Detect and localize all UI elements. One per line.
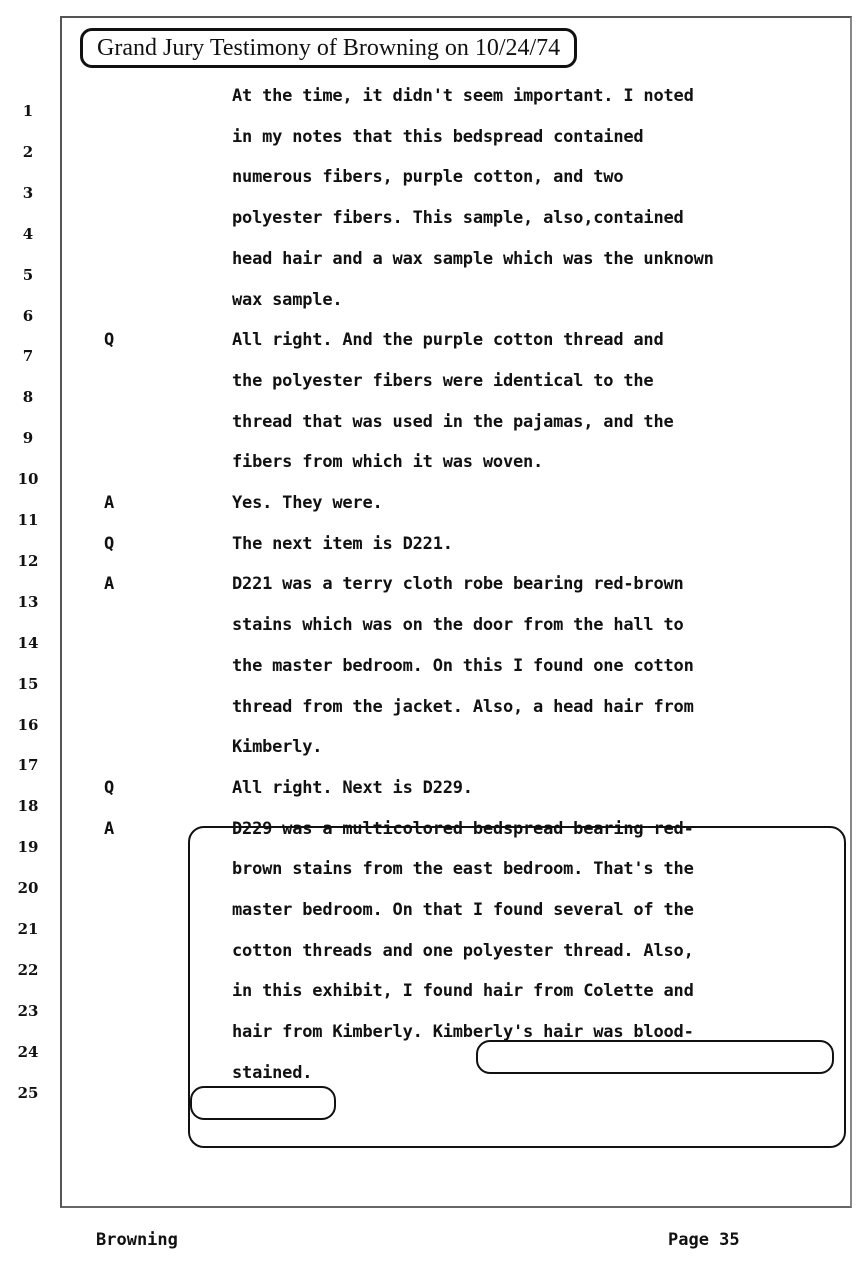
- line-number: 9: [22, 429, 34, 448]
- line-number: 1: [22, 102, 34, 120]
- line-number: 3: [22, 183, 34, 202]
- line-number: 6: [22, 306, 34, 325]
- transcript-line: cotton threads and one polyester thread. Also,: [232, 940, 694, 961]
- footer-page-number: Page 35: [668, 1230, 740, 1250]
- transcript-line: All right. Next is D229.: [232, 777, 473, 798]
- line-number: 16: [17, 715, 39, 734]
- speaker-label: A: [104, 493, 115, 513]
- footer-witness: Browning: [96, 1230, 178, 1250]
- transcript-line: All right. And the purple cotton thread and: [232, 330, 664, 351]
- transcript-line: D229 was a multicolored bedspread bearing red-: [232, 818, 694, 839]
- highlight-oval-stained: [190, 1086, 336, 1120]
- line-number: 24: [17, 1042, 39, 1061]
- line-number: 25: [17, 1083, 39, 1102]
- transcript-line: fibers from which it was woven.: [232, 452, 544, 473]
- transcript-line: in my notes that this bedspread contained: [232, 126, 644, 147]
- line-number: 4: [22, 224, 34, 243]
- line-number: 17: [17, 756, 39, 775]
- transcript-line: in this exhibit, I found hair from Colette and: [232, 981, 694, 1002]
- line-number: 22: [17, 960, 39, 979]
- transcript-line: D221 was a terry cloth robe bearing red-brown: [232, 574, 684, 595]
- line-number: 7: [22, 347, 34, 366]
- transcript-line: thread that was used in the pajamas, and the: [232, 411, 674, 432]
- speaker-label: Q: [104, 330, 115, 351]
- line-number: 21: [17, 920, 39, 938]
- highlight-oval-blood: [476, 1040, 834, 1074]
- transcript-line: the polyester fibers were identical to the: [232, 370, 654, 391]
- line-number: 23: [17, 1001, 39, 1020]
- transcript-line: numerous fibers, purple cotton, and two: [232, 167, 624, 188]
- line-number: 5: [22, 265, 34, 284]
- transcript-line: Yes. They were.: [232, 493, 383, 513]
- transcript-line: thread from the jacket. Also, a head hair from: [232, 696, 694, 717]
- line-number: 15: [17, 674, 39, 693]
- transcript-line: The next item is D221.: [232, 533, 453, 554]
- line-number: 13: [17, 592, 39, 611]
- transcript-line: head hair and a wax sample which was the unknown: [232, 248, 714, 269]
- transcript-line: stained.: [232, 1062, 313, 1083]
- line-number: 2: [22, 142, 34, 161]
- line-number: 10: [17, 470, 39, 489]
- line-number: 11: [17, 511, 39, 529]
- transcript-line: polyester fibers. This sample, also,contained: [232, 208, 684, 229]
- line-number: 8: [22, 388, 34, 407]
- transcript-line: hair from Kimberly. Kimberly's hair was blood-: [232, 1022, 694, 1043]
- transcript-line: stains which was on the door from the hall to: [232, 615, 684, 636]
- line-number: 18: [17, 797, 39, 816]
- transcript-line: wax sample.: [232, 289, 343, 310]
- line-number: 14: [17, 633, 39, 652]
- speaker-label: A: [104, 818, 115, 839]
- line-number: 19: [17, 838, 39, 857]
- transcript-line: At the time, it didn't seem important. I noted: [232, 86, 694, 106]
- speaker-label: Q: [104, 533, 115, 554]
- transcript-line: master bedroom. On that I found several of the: [232, 900, 694, 920]
- transcript-line: brown stains from the east bedroom. That's the: [232, 859, 694, 880]
- line-number: 20: [17, 879, 39, 898]
- speaker-label: A: [104, 574, 115, 595]
- transcript-line: the master bedroom. On this I found one cotton: [232, 655, 694, 676]
- document-title: Grand Jury Testimony of Browning on 10/24/74: [80, 28, 577, 68]
- transcript-line: Kimberly.: [232, 737, 323, 758]
- line-number: 12: [17, 551, 39, 570]
- speaker-label: Q: [104, 777, 115, 798]
